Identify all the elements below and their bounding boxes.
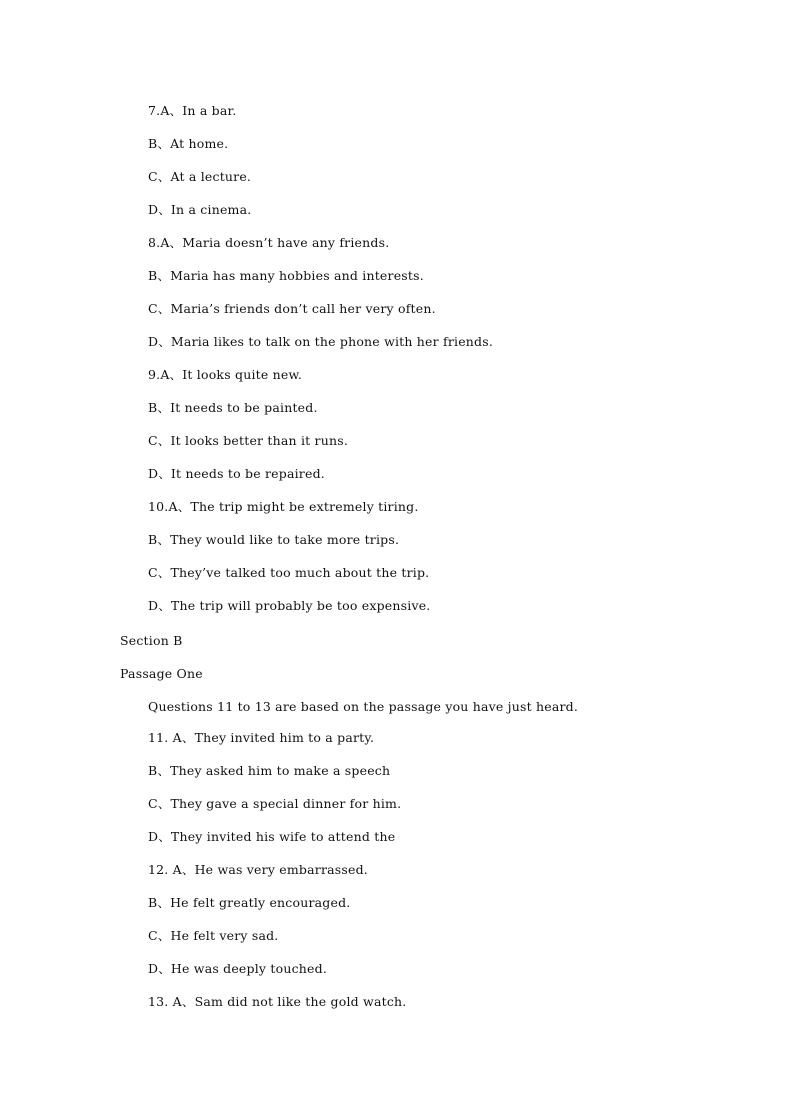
q12-option-b: B、He felt greatly encouraged.: [148, 895, 351, 910]
q12-option-c: C、He felt very sad.: [148, 928, 279, 943]
q9-option-c: C、It looks better than it runs.: [148, 433, 349, 448]
q8-option-d: D、Maria likes to talk on the phone with her friends.: [148, 334, 494, 349]
q11-option-a: 11. A、They invited him to a party.: [148, 730, 375, 745]
q10-option-b: B、They would like to take more trips.: [148, 532, 400, 547]
q10-option-a: 10.A、The trip might be extremely tiring.: [148, 499, 419, 514]
q7-option-d: D、In a cinema.: [148, 202, 252, 217]
passage-instructions: Questions 11 to 13 are based on the passage you have just heard.: [148, 699, 579, 714]
q11-option-d: D、They invited his wife to attend the: [148, 829, 396, 844]
q7-option-b: B、At home.: [148, 136, 229, 151]
q9-option-d: D、It needs to be repaired.: [148, 466, 325, 481]
q10-option-c: C、They’ve talked too much about the trip.: [148, 565, 430, 580]
q9-option-b: B、It needs to be painted.: [148, 400, 318, 415]
q13-option-a: 13. A、Sam did not like the gold watch.: [148, 994, 407, 1009]
q8-option-b: B、Maria has many hobbies and interests.: [148, 268, 424, 283]
section-heading: Section B: [120, 633, 183, 648]
q12-option-a: 12. A、He was very embarrassed.: [148, 862, 368, 877]
q8-option-a: 8.A、Maria doesn’t have any friends.: [148, 235, 390, 250]
q7-option-a: 7.A、In a bar.: [148, 103, 237, 118]
q8-option-c: C、Maria’s friends don’t call her very often.: [148, 301, 436, 316]
q11-option-c: C、They gave a special dinner for him.: [148, 796, 402, 811]
q7-option-c: C、At a lecture.: [148, 169, 252, 184]
q12-option-d: D、He was deeply touched.: [148, 961, 327, 976]
q11-option-b: B、They asked him to make a speech: [148, 763, 391, 778]
q10-option-d: D、The trip will probably be too expensive.: [148, 598, 431, 613]
passage-title: Passage One: [120, 666, 203, 681]
q9-option-a: 9.A、It looks quite new.: [148, 367, 303, 382]
